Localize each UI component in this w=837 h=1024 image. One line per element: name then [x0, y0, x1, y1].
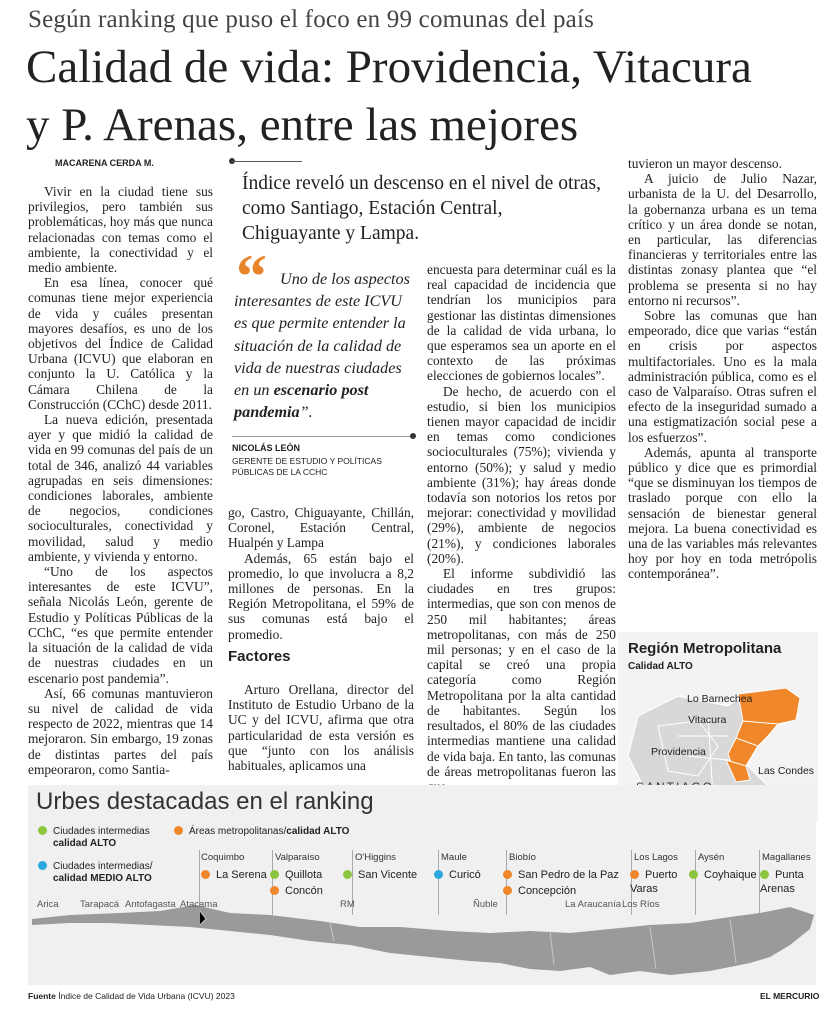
quote-dot: [410, 433, 416, 439]
legend-text: Áreas metropolitanas/: [189, 826, 287, 837]
quote-bold: escenario post pandemia: [234, 381, 369, 422]
orange-dot-icon: [174, 826, 183, 835]
quote-text: Uno de los aspectos interesantes de este ICVU es que permite entender la situación de la calidad de vida de nuestras ciudades en un: [234, 270, 410, 400]
green-dot-icon: [270, 870, 279, 879]
headline-line-2: y P. Arenas, entre las mejores: [26, 99, 579, 151]
deck: Índice reveló un descenso en el nivel de otras, como Santiago, Estación Central, Chiguayante y Lampa.: [242, 173, 601, 244]
legend-item: [38, 861, 153, 885]
region-label: Los Lagos: [634, 852, 678, 863]
city-item: [503, 868, 619, 882]
orange-dot-icon: [201, 870, 210, 879]
paragraph: En esa línea, conocer qué comunas tiene mejor experiencia de vida y cuáles presentan mayores desafíos, es uno de los objetivos del Índice de Calidad Urbana (ICVU) que elaboran en conjunto la U. Católica y la Cámara Chilena de la Construcción (CChC) desde 2011.: [28, 275, 213, 412]
city-item: [760, 868, 810, 896]
region-label: Valparaíso: [275, 852, 320, 863]
region-label: O'Higgins: [355, 852, 396, 863]
city-item: [201, 868, 267, 882]
city-item: [689, 868, 757, 882]
city-name: Punta Arenas: [760, 869, 804, 895]
paragraph: Además, apunta al transporte público y dice que es primordial “que se disminuyan los tiempos de traslado porque con ello la sensación de bienestar general mejora. La buena conectividad es una de las variables más relevantes hoy por hoy en toda metrópolis contemporánea”.: [628, 444, 817, 582]
green-dot-icon: [689, 870, 698, 879]
chile-map: [30, 905, 816, 983]
orange-dot-icon: [630, 870, 639, 879]
deck-rule: [232, 161, 302, 162]
map-title: Región Metropolitana: [628, 640, 782, 657]
section-subhead: Factores: [228, 648, 291, 665]
city-name: Curicó: [449, 869, 481, 881]
column-2-bottom: [228, 682, 414, 773]
paragraph: Vivir en la ciudad tiene sus privilegios, pero también sus problemáticas, hoy más que nunca relacionadas con temas como el ambiente, la conectividad y el medio ambiente.: [28, 184, 213, 276]
orange-dot-icon: [503, 886, 512, 895]
paragraph: Así, 66 comunas mantuvieron su nivel de calidad de vida respecto de 2022, mientras que 14 mejoraron. Sin embargo, 19 zonas de distintas partes del país empeoraron, como Santia-: [28, 685, 213, 777]
geo-label: Atacama: [180, 899, 218, 910]
publication-brand: EL MERCURIO: [760, 991, 820, 1001]
map-subtitle: Calidad ALTO: [628, 661, 693, 672]
column-4: [628, 156, 817, 582]
blue-dot-icon: [38, 861, 47, 870]
column-3: [427, 262, 616, 794]
quote-author-role: GERENTE DE ESTUDIO Y POLÍTICAS PÚBLICAS DE LA CCHC: [232, 456, 382, 477]
legend-bold: calidad ALTO: [53, 838, 117, 849]
geo-label: Los Ríos: [622, 899, 660, 910]
city-item: [503, 884, 576, 898]
quote-author: NICOLÁS LEÓN: [232, 443, 301, 453]
source-label: Fuente: [28, 991, 56, 1001]
paragraph: tuvieron un mayor descenso.: [628, 156, 782, 171]
paragraph: El informe subdividió las ciudades en tres grupos: intermedias, que son con menos de 250 mil habitantes; áreas metropolitanas, con más de 250 mil personas; y en el caso de la capital se creó una propia categoría como Región Metropolitana por la alta cantidad de habitantes. Según los resultados, el 80% de las ciudades intermedias mantiene una calidad de vida baja. En tanto, las comunas de áreas metropolitanas fueron las: [427, 566, 616, 779]
legend-item: [174, 826, 349, 838]
quote-end: ”.: [299, 403, 313, 422]
blue-dot-icon: [434, 870, 443, 879]
city-item: [270, 868, 322, 882]
city-name: Puerto Varas: [630, 869, 678, 895]
paragraph: Sobre las comunas que han empeorado, dice que varias “están en crisis por aspectos multifactoriales. Uno es la mala administración pública, como es el caso de Valparaíso. Otras sufren el efecto de la inseguridad sumado a una estigmatización social pese a los esfuerzos”.: [628, 308, 817, 445]
source-note: [28, 991, 235, 1001]
green-dot-icon: [38, 826, 47, 835]
legend-text: Ciudades intermedias: [53, 826, 150, 837]
geo-label: Tarapacá: [80, 899, 120, 910]
pull-quote: [234, 268, 414, 423]
geo-label: La Araucanía: [565, 899, 621, 910]
paragraph: Arturo Orellana, director del Instituto de Estudio Urbano de la UC y del ICVU, afirma que otra particularidad de esta versión es que “junto con los análisis habituales, aplicamos una: [228, 682, 414, 774]
headline-line-1: Calidad de vida: Providencia, Vitacura: [26, 41, 752, 93]
panel-title: Urbes destacadas en el ranking: [36, 788, 374, 815]
legend-bold: calidad MEDIO ALTO: [53, 873, 152, 884]
region-label: Aysén: [698, 852, 725, 863]
region-label: Maule: [441, 852, 467, 863]
legend-text: Ciudades intermedias/: [53, 861, 153, 872]
city-item: [270, 884, 323, 898]
region-label: Coquimbo: [201, 852, 245, 863]
paragraph: go, Castro, Chiguayante, Chillán, Coronel, Estación Central, Hualpén y Lampa: [228, 505, 414, 551]
region-label: Magallanes: [762, 852, 811, 863]
geo-label: Arica: [37, 899, 59, 910]
map-label: Providencia: [651, 746, 706, 758]
geo-label: Ñuble: [473, 899, 498, 910]
city-item: [434, 868, 481, 882]
city-name: San Vicente: [358, 869, 418, 881]
paragraph: De hecho, de acuerdo con el estudio, si bien los municipios tienen mayor capacidad de incidir en temas como condiciones socioculturales (75%); vivienda y entorno (50%); y salud y medio ambiente (31%); hay áreas donde todavía son notorios los retos por mejorar: conectividad y movilidad (29%), ambiente de negocios (21%), y condiciones laborales (20%).: [427, 383, 616, 566]
paragraph: “Uno de los aspectos interesantes de este ICVU”, señala Nicolás León, gerente de Estudio y Políticas Públicas de la CChC, “es que permite entender la situación de la calidad de vida de nuestras ciudades en un escenario post pandemia”.: [28, 564, 213, 686]
city-item: [343, 868, 417, 882]
headline: [26, 38, 826, 154]
source-text: Índice de Calidad de Vida Urbana (ICVU) 2023: [58, 991, 235, 1001]
column-1: [28, 184, 213, 777]
quote-rule: [232, 436, 412, 437]
city-name: Quillota: [285, 869, 323, 881]
green-dot-icon: [343, 870, 352, 879]
map-label: Lo Barnechea: [687, 693, 753, 705]
legend-item: [38, 826, 150, 850]
paragraph: La nueva edición, presentada ayer y que midió la calidad de vida en 99 comunas del país de un total de 346, analizó 44 variables agrupadas en seis dimensiones: condiciones laborales, ambiente de negocios, condiciones socioculturales, conectividad y movilidad, salud y medio ambiente, y vivienda y entorno.: [28, 412, 213, 564]
city-item: [630, 868, 688, 896]
paragraph: Además, 65 están bajo el promedio, lo que involucra a 8,2 millones de personas. En la Región Metropolitana, el 59% de sus comunas está bajo el promedio.: [228, 550, 414, 642]
city-name: La Serena: [216, 869, 267, 881]
legend-bold: calidad ALTO: [286, 826, 350, 837]
geo-label: Antofagasta: [125, 899, 176, 910]
map-label: Vitacura: [688, 714, 727, 726]
orange-dot-icon: [503, 870, 512, 879]
green-dot-icon: [760, 870, 769, 879]
city-name: Concepción: [518, 885, 577, 897]
region-label: Biobío: [509, 852, 536, 863]
kicker: Según ranking que puso el foco en 99 comunas del país: [28, 6, 595, 33]
column-2-top: [228, 505, 414, 642]
quote-mark-icon: “: [236, 243, 267, 311]
byline: MACARENA CERDA M.: [55, 158, 154, 168]
paragraph: A juicio de Julio Nazar, urbanista de la U. del Desarrollo, la gobernanza urbana es un tema crítico y un área donde se notan, en particular, las diferencias financieras y territoriales entre las distintas zonasy plantea que “el problema se presenta si no hay entorno ni recursos”.: [628, 171, 817, 308]
city-name: Coyhaique: [704, 869, 757, 881]
city-name: Concón: [285, 885, 323, 897]
orange-dot-icon: [270, 886, 279, 895]
geo-label: RM: [340, 899, 355, 910]
paragraph: encuesta para determinar cuál es la real capacidad de incidencia que tendrían los municipios para gestionar las distintas dimensiones de la calidad de vida urbana, lo que esperamos sea un aporte en el contexto de las próximas elecciones de gobiernos locales”.: [427, 262, 616, 384]
map-label: Las Condes: [758, 765, 815, 777]
city-name: San Pedro de la Paz: [518, 869, 619, 881]
